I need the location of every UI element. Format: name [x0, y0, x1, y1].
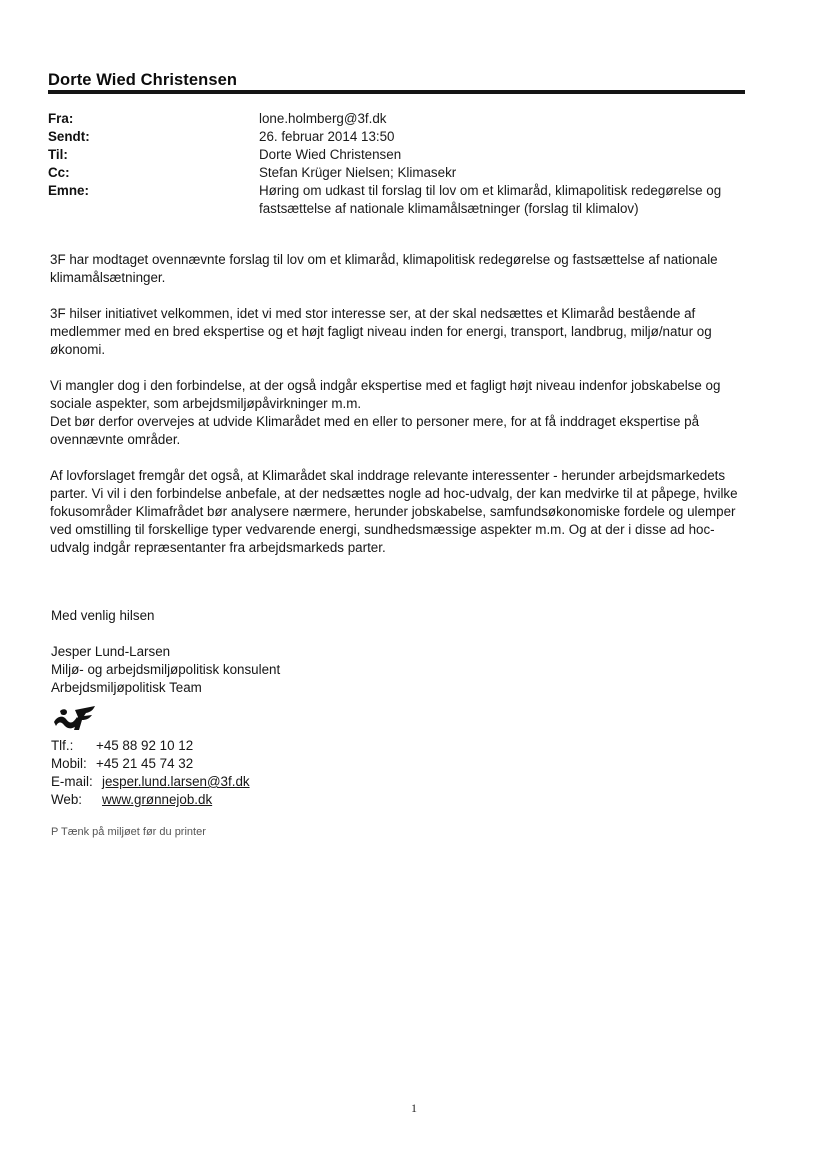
header-rule: [48, 90, 745, 94]
contact-phone: [51, 737, 451, 755]
body-line: økonomi.: [50, 342, 106, 357]
meta-row-sent: [48, 128, 748, 146]
to-value: Dorte Wied Christensen: [259, 147, 402, 162]
sender-header: [48, 70, 745, 94]
subject-line: fastsættelse af nationale klimamålsætninger (forslag til klimalov): [259, 201, 639, 216]
contact-web: [51, 791, 451, 809]
sent-label: Sendt:: [48, 129, 90, 144]
from-label: Fra:: [48, 111, 74, 126]
body-line: sociale aspekter, som arbejdsmiljøpåvirkninger m.m.: [50, 396, 362, 411]
body-line: medlemmer med en bred ekspertise og et højt fagligt niveau inden for energi, transport, landbrug, miljø/natur og: [50, 324, 712, 339]
email-metadata: [48, 110, 748, 218]
body-paragraph: [50, 467, 760, 557]
mobile-value: +45 21 45 74 32: [96, 756, 194, 771]
phone-label: Tlf.:: [51, 738, 74, 753]
cc-label: Cc:: [48, 165, 70, 180]
meta-row-from: [48, 110, 748, 128]
body-line: udvalg indgår repræsentanter fra arbejdsmarkeds parter.: [50, 540, 386, 555]
meta-row-subject: [48, 182, 748, 218]
body-line: 3F har modtaget ovennævnte forslag til lov om et klimaråd, klimapolitisk redegørelse og fastsættelse af nationale: [50, 252, 718, 267]
email-signature: [51, 607, 451, 841]
signature-team: Arbejdsmiljøpolitisk Team: [51, 680, 202, 695]
body-line: 3F hilser initiativet velkommen, idet vi med stor interesse ser, at der skal nedsættes et Klimaråd bestående af: [50, 306, 696, 321]
phone-value: +45 88 92 10 12: [96, 738, 194, 753]
meta-row-to: [48, 146, 748, 164]
web-link[interactable]: www.grønnejob.dk: [102, 792, 213, 807]
email-link[interactable]: jesper.lund.larsen@3f.dk: [102, 774, 250, 789]
email-label: E-mail:: [51, 774, 93, 789]
body-paragraph: [50, 305, 760, 359]
sender-name: Dorte Wied Christensen: [48, 71, 238, 89]
mobile-label: Mobil:: [51, 756, 87, 771]
subject-value: [259, 182, 748, 218]
environment-note: P Tænk på miljøet før du printer: [51, 826, 206, 838]
web-label: Web:: [51, 792, 83, 807]
body-paragraph: [50, 377, 760, 449]
body-paragraph: [50, 251, 760, 287]
subject-label: Emne:: [48, 183, 89, 198]
subject-line: Høring om udkast til forslag til lov om et klimaråd, klimapolitisk redegørelse og: [259, 183, 722, 198]
page-number: 1: [411, 1101, 417, 1115]
signature-name: Jesper Lund-Larsen: [51, 644, 171, 659]
meta-row-cc: [48, 164, 748, 182]
3f-logo-icon: [51, 703, 99, 733]
body-line: Af lovforslaget fremgår det også, at Klimarådet skal inddrage relevante interessenter - herunder arbejdsmarkedets: [50, 468, 726, 483]
closing-greeting: Med venlig hilsen: [51, 608, 155, 623]
cc-value: Stefan Krüger Nielsen; Klimasekr: [259, 165, 457, 180]
to-label: Til:: [48, 147, 68, 162]
body-line: parter. Vi vil i den forbindelse anbefale, at der nedsættes nogle ad hoc-udvalg, der kan medvirke til at påpege, hvilke: [50, 486, 738, 501]
body-line: klimamålsætninger.: [50, 270, 166, 285]
body-line: Vi mangler dog i den forbindelse, at der også indgår ekspertise med et fagligt højt niveau indenfor jobskabelse og: [50, 378, 721, 393]
email-body: [50, 251, 760, 575]
body-line: ovennævnte områder.: [50, 432, 181, 447]
body-line: ved omstilling til forskellige typer vedvarende energi, sundhedsmæssige aspekter m.m. Og at der i disse ad hoc-: [50, 522, 715, 537]
body-line: Det bør derfor overvejes at udvide Klimarådet med en eller to personer mere, for at få inddraget ekspertise på: [50, 414, 700, 429]
from-value: lone.holmberg@3f.dk: [259, 111, 387, 126]
contact-mobile: [51, 755, 451, 773]
contact-email: [51, 773, 451, 791]
signature-title: Miljø- og arbejdsmiljøpolitisk konsulent: [51, 662, 281, 677]
body-line: fokusområder Klimafrådet bør analysere nærmere, herunder jobskabelse, samfundsøkonomiske fordele og ulemper: [50, 504, 736, 519]
sent-value: 26. februar 2014 13:50: [259, 129, 395, 144]
